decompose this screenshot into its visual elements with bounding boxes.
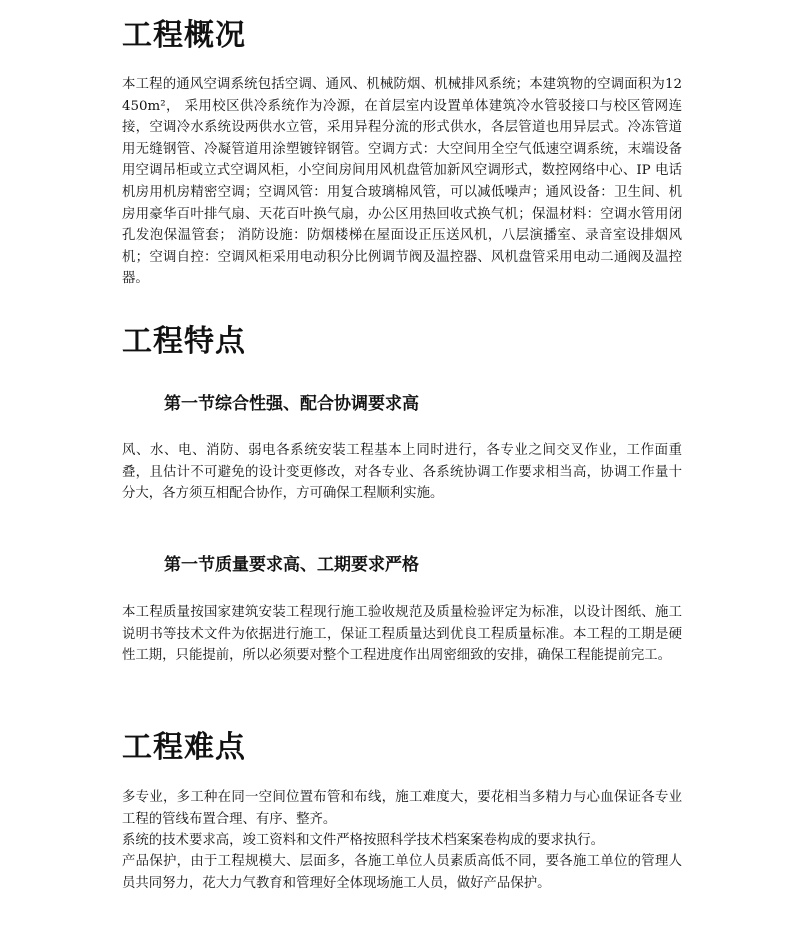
difficulties-paragraph-3: 产品保护，由于工程规模大、层面多，各施工单位人员素质高低不同，要各施工单位的管理人员共同努力，花大力气教育和管理好全体现场施工人员，做好产品保护。 (122, 854, 682, 891)
section-title-difficulties: 工程难点 (122, 730, 246, 765)
coordination-paragraph: 风、水、电、消防、弱电各系统安装工程基本上同时进行，各专业之间交叉作业，工作面重叠，且估计不可避免的设计变更修改，对各专业、各系统协调工作要求相当高，协调工作量十分大，各方须互相配合协作，方可确保工程顺利实施。 (122, 443, 682, 502)
quality-paragraph: 本工程质量按国家建筑安装工程现行施工验收规范及质量检验评定为标准，以设计图纸、施工说明书等技术文件为依据进行施工，保证工程质量达到优良工程质量标准。本工程的工期是硬性工期，只能提前，所以必须要对整个工程进度作出周密细致的安排，确保工程能提前完工。 (122, 605, 682, 664)
subsection-title-coordination: 第一节综合性强、配合协调要求高 (164, 394, 419, 414)
section-title-features: 工程特点 (122, 324, 246, 359)
subsection-title-quality: 第一节质量要求高、工期要求严格 (164, 555, 419, 575)
difficulties-paragraph-2: 系统的技术要求高，竣工资料和文件严格按照科学技术档案案卷构成的要求执行。 (122, 833, 605, 848)
section-title-overview: 工程概况 (122, 18, 246, 53)
overview-paragraph: 本工程的通风空调系统包括空调、通风、机械防烟、机械排风系统；本建筑物的空调面积为12450m²， 采用校区供冷系统作为冷源，在首层室内设置单体建筑冷水管驳接口与校区管网连接，空调冷水系统设两供水立管，采用异程分流的形式供水，各层管道也用异层式。冷冻管道用无缝钢管、冷凝管道用涂塑镀锌钢管。空调方式：大空间用全空气低速空调系统，末端设备用空调吊柜或立式空调风柜，小空间房间用风机盘管加新风空调形式，数控网络中心、IP 电话机房用机房精密空调；空调风管：用复合玻璃棉风管，可以减低噪声；通风设备：卫生间、机房用豪华百叶排气扇、天花百叶换气扇，办公区用热回收式换气机；保温材料：空调水管用闭孔发泡保温管套； 消防设施：防烟楼梯在屋面设正压送风机，八层演播室、录音室设排烟风机；空调自控：空调风柜采用电动积分比例调节阀及温控器、风机盘管采用电动二通阀及温控器。 (122, 77, 682, 287)
difficulties-paragraph-1: 多专业，多工种在同一空间位置布管和布线，施工难度大，要花相当多精力与心血保证各专业工程的管线布置合理、有序、整齐。 (122, 790, 682, 827)
